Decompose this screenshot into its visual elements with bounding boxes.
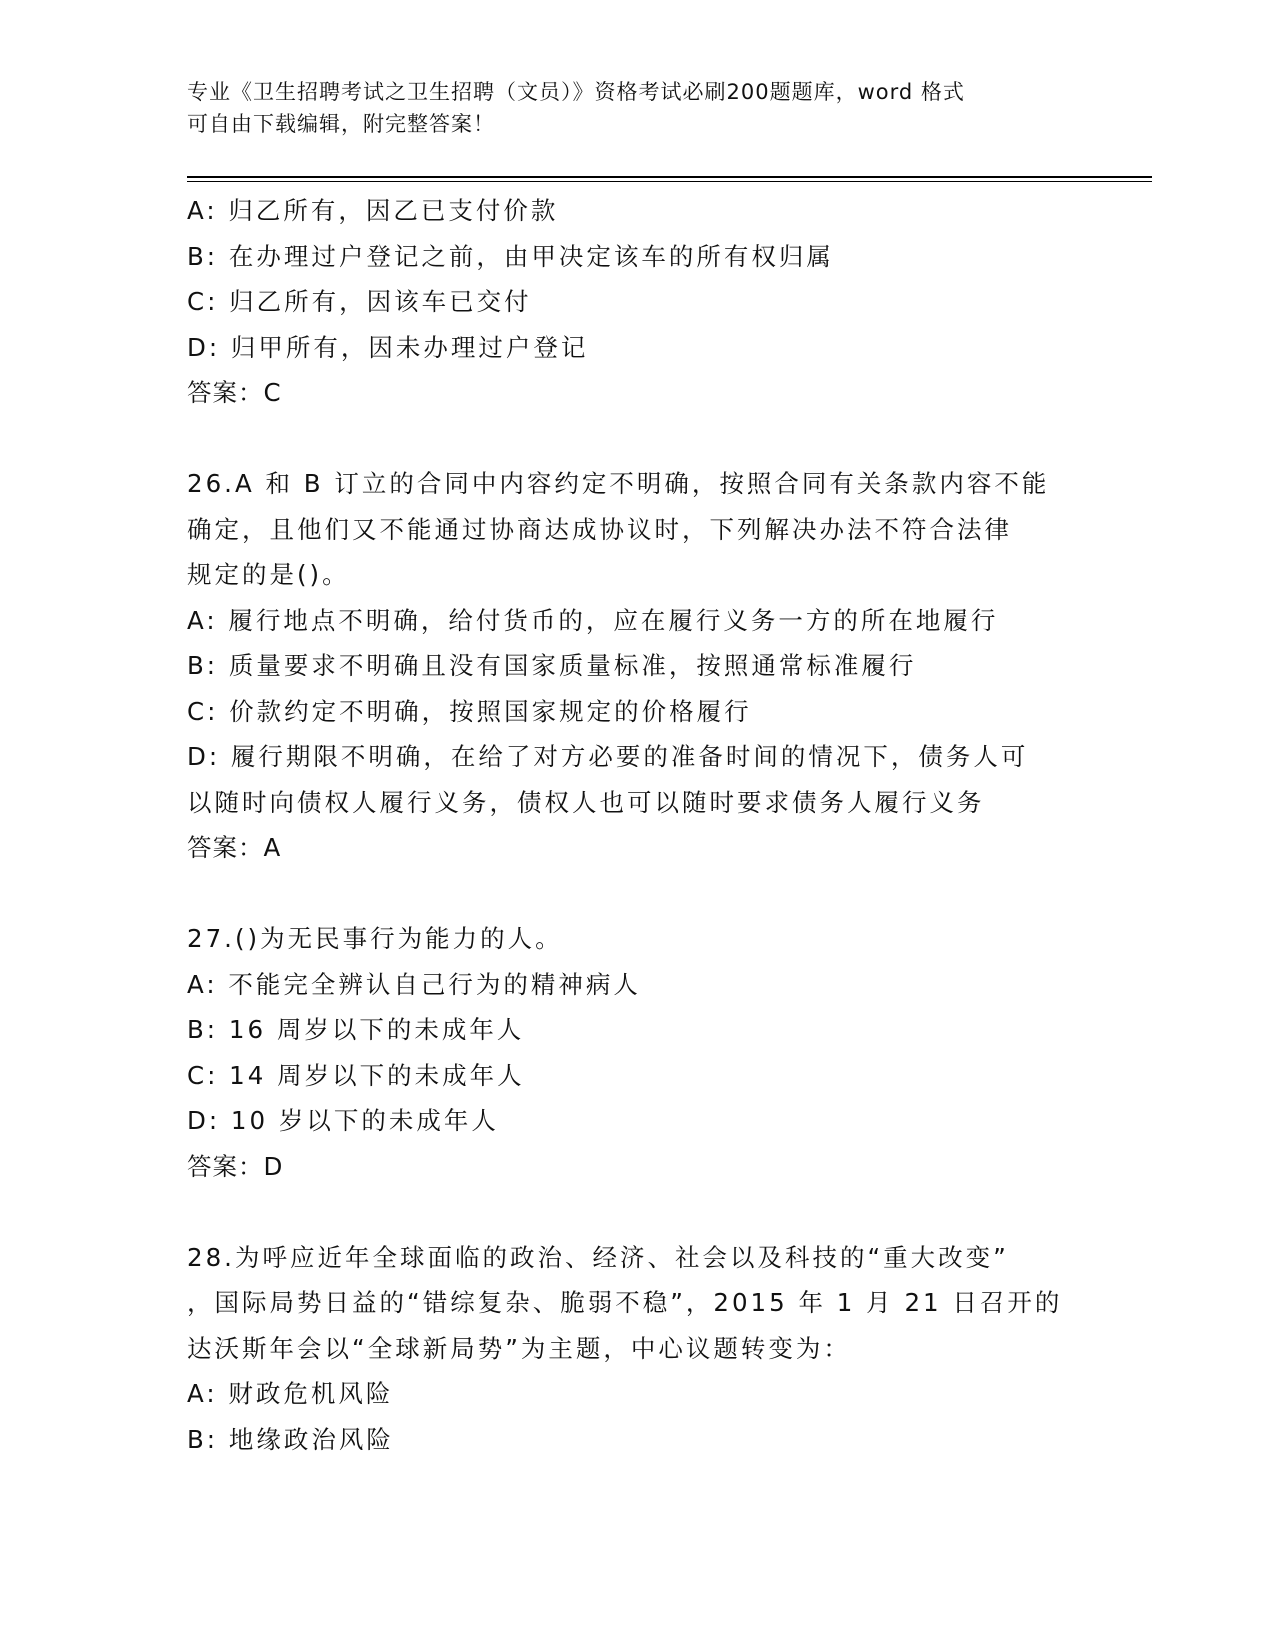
spacer xyxy=(187,871,1087,917)
q25-option-a: A: 归乙所有，因乙已支付价款 xyxy=(187,196,559,225)
header-divider-thick xyxy=(187,176,1152,178)
header-divider-thin xyxy=(187,181,1152,182)
spacer xyxy=(187,1189,1087,1235)
q26-stem-line-2: 确定，且他们又不能通过协商达成协议时，下列解决办法不符合法律 xyxy=(187,514,1012,544)
q27-option-b: B: 16 周岁以下的未成年人 xyxy=(187,1015,525,1044)
q27-option-a: A: 不能完全辨认自己行为的精神病人 xyxy=(187,969,641,999)
q27-answer: 答案：D xyxy=(187,1151,284,1181)
q27-stem: 27.()为无民事行为能力的人。 xyxy=(187,924,563,953)
header-title-line-1: 专业《卫生招聘考试之卫生招聘（文员）》资格考试必刷200题题库，word 格式 xyxy=(187,80,965,104)
q28-option-b: B: 地缘政治风险 xyxy=(187,1424,394,1454)
question-25-block xyxy=(187,188,1087,416)
q25-answer: 答案：C xyxy=(187,378,282,407)
spacer xyxy=(187,416,1087,462)
q26-option-c: C: 价款约定不明确，按照国家规定的价格履行 xyxy=(187,696,752,726)
q25-option-c: C: 归乙所有，因该车已交付 xyxy=(187,287,532,316)
q28-stem-line-2: ，国际局势日益的“错综复杂、脆弱不稳”，2015 年 1 月 21 日召开的 xyxy=(187,1288,1063,1317)
q26-answer: 答案：A xyxy=(187,833,282,862)
q27-option-d: D: 10 岁以下的未成年人 xyxy=(187,1106,499,1135)
q26-option-a: A: 履行地点不明确，给付货币的，应在履行义务一方的所在地履行 xyxy=(187,605,999,635)
question-28-block xyxy=(187,1235,1087,1463)
q25-option-d: D: 归甲所有，因未办理过户登记 xyxy=(187,332,589,362)
q28-stem-line-1: 28.为呼应近年全球面临的政治、经济、社会以及科技的“重大改变” xyxy=(187,1242,1009,1272)
question-26-block xyxy=(187,461,1087,871)
q26-stem-line-1: 26.A 和 B 订立的合同中内容约定不明确，按照合同有关条款内容不能 xyxy=(187,469,1050,498)
q25-option-b: B: 在办理过户登记之前，由甲决定该车的所有权归属 xyxy=(187,241,834,271)
document-header xyxy=(187,76,1067,140)
q26-option-d-line-2: 以随时向债权人履行义务，债权人也可以随时要求债务人履行义务 xyxy=(187,787,985,817)
q26-option-b: B: 质量要求不明确且没有国家质量标准，按照通常标准履行 xyxy=(187,651,917,680)
q26-stem-line-3: 规定的是()。 xyxy=(187,560,350,589)
question-content xyxy=(187,188,1087,1462)
question-27-block xyxy=(187,916,1087,1189)
q28-stem-line-3: 达沃斯年会以“全球新局势”为主题，中心议题转变为： xyxy=(187,1333,851,1363)
q26-option-d-line-1: D: 履行期限不明确，在给了对方必要的准备时间的情况下，债务人可 xyxy=(187,742,1029,771)
q28-option-a: A: 财政危机风险 xyxy=(187,1379,394,1408)
header-title-line-2: 可自由下载编辑，附完整答案！ xyxy=(187,112,495,136)
q27-option-c: C: 14 周岁以下的未成年人 xyxy=(187,1060,525,1090)
